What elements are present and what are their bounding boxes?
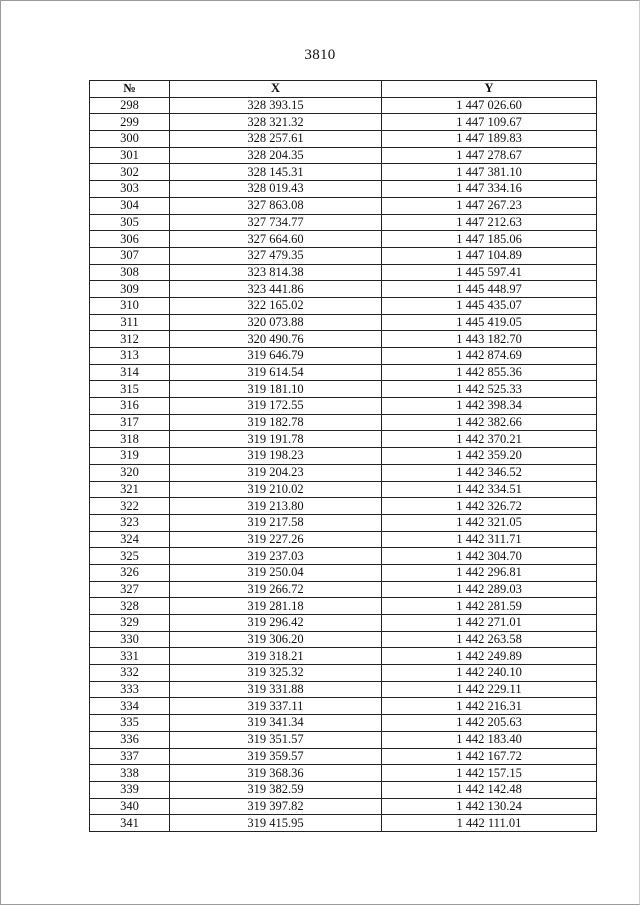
table-row (90, 131, 597, 148)
table-row (90, 731, 597, 748)
cell-x: 319 281.18 (170, 598, 382, 615)
cell-x: 327 479.35 (170, 247, 382, 264)
cell-number: 327 (90, 581, 170, 598)
cell-y: 1 442 205.63 (382, 715, 597, 732)
cell-y: 1 447 026.60 (382, 97, 597, 114)
cell-x: 319 181.10 (170, 381, 382, 398)
cell-x: 319 341.34 (170, 715, 382, 732)
table-row (90, 464, 597, 481)
cell-x: 319 351.57 (170, 731, 382, 748)
cell-number: 340 (90, 798, 170, 815)
table-row (90, 214, 597, 231)
header-number: № (90, 81, 170, 98)
cell-y: 1 442 130.24 (382, 798, 597, 815)
table-row (90, 431, 597, 448)
cell-number: 339 (90, 781, 170, 798)
table-row (90, 665, 597, 682)
cell-y: 1 442 370.21 (382, 431, 597, 448)
table-row (90, 798, 597, 815)
cell-number: 314 (90, 364, 170, 381)
cell-y: 1 442 229.11 (382, 681, 597, 698)
page-number: 3810 (304, 47, 336, 63)
cell-y: 1 442 525.33 (382, 381, 597, 398)
cell-y: 1 442 398.34 (382, 398, 597, 415)
cell-x: 319 397.82 (170, 798, 382, 815)
cell-y: 1 447 334.16 (382, 181, 597, 198)
cell-y: 1 442 311.71 (382, 531, 597, 548)
table-row (90, 348, 597, 365)
table-row (90, 448, 597, 465)
cell-y: 1 442 321.05 (382, 514, 597, 531)
cell-x: 322 165.02 (170, 297, 382, 314)
table-row (90, 531, 597, 548)
cell-number: 323 (90, 514, 170, 531)
cell-x: 320 073.88 (170, 314, 382, 331)
cell-y: 1 442 249.89 (382, 648, 597, 665)
cell-number: 305 (90, 214, 170, 231)
coordinates-table (89, 80, 597, 832)
cell-x: 319 217.58 (170, 514, 382, 531)
table-row (90, 147, 597, 164)
cell-number: 303 (90, 181, 170, 198)
cell-number: 304 (90, 197, 170, 214)
cell-x: 328 321.32 (170, 114, 382, 131)
cell-y: 1 442 382.66 (382, 414, 597, 431)
table-row (90, 414, 597, 431)
cell-x: 319 237.03 (170, 548, 382, 565)
cell-number: 326 (90, 564, 170, 581)
cell-y: 1 443 182.70 (382, 331, 597, 348)
cell-x: 319 210.02 (170, 481, 382, 498)
cell-number: 322 (90, 498, 170, 515)
cell-number: 325 (90, 548, 170, 565)
table-row (90, 815, 597, 832)
table-row (90, 114, 597, 131)
table-row (90, 564, 597, 581)
cell-number: 318 (90, 431, 170, 448)
cell-number: 338 (90, 765, 170, 782)
table-row (90, 631, 597, 648)
cell-y: 1 447 189.83 (382, 131, 597, 148)
cell-y: 1 442 271.01 (382, 615, 597, 632)
cell-x: 319 415.95 (170, 815, 382, 832)
table-row (90, 481, 597, 498)
cell-x: 319 296.42 (170, 615, 382, 632)
cell-x: 328 204.35 (170, 147, 382, 164)
table-row (90, 615, 597, 632)
cell-number: 313 (90, 348, 170, 365)
table-row (90, 748, 597, 765)
cell-number: 329 (90, 615, 170, 632)
cell-y: 1 445 597.41 (382, 264, 597, 281)
cell-y: 1 442 216.31 (382, 698, 597, 715)
cell-x: 320 490.76 (170, 331, 382, 348)
table-row (90, 548, 597, 565)
cell-x: 319 306.20 (170, 631, 382, 648)
cell-x: 328 393.15 (170, 97, 382, 114)
cell-x: 319 213.80 (170, 498, 382, 515)
table-row (90, 598, 597, 615)
cell-x: 323 441.86 (170, 281, 382, 298)
cell-y: 1 442 289.03 (382, 581, 597, 598)
table-row (90, 331, 597, 348)
cell-x: 319 646.79 (170, 348, 382, 365)
cell-number: 310 (90, 297, 170, 314)
cell-x: 328 145.31 (170, 164, 382, 181)
cell-number: 308 (90, 264, 170, 281)
cell-number: 316 (90, 398, 170, 415)
table-row (90, 781, 597, 798)
table-row (90, 381, 597, 398)
table-row (90, 681, 597, 698)
cell-y: 1 447 212.63 (382, 214, 597, 231)
cell-number: 337 (90, 748, 170, 765)
cell-y: 1 442 874.69 (382, 348, 597, 365)
cell-x: 319 368.36 (170, 765, 382, 782)
cell-x: 328 257.61 (170, 131, 382, 148)
cell-x: 319 614.54 (170, 364, 382, 381)
table-row (90, 765, 597, 782)
cell-number: 336 (90, 731, 170, 748)
cell-number: 319 (90, 448, 170, 465)
cell-number: 309 (90, 281, 170, 298)
table-row (90, 698, 597, 715)
cell-number: 298 (90, 97, 170, 114)
cell-x: 319 191.78 (170, 431, 382, 448)
cell-y: 1 447 267.23 (382, 197, 597, 214)
cell-y: 1 442 326.72 (382, 498, 597, 515)
cell-y: 1 447 109.67 (382, 114, 597, 131)
cell-y: 1 442 359.20 (382, 448, 597, 465)
table-row (90, 181, 597, 198)
table-row (90, 281, 597, 298)
cell-number: 324 (90, 531, 170, 548)
cell-y: 1 445 419.05 (382, 314, 597, 331)
cell-number: 301 (90, 147, 170, 164)
cell-number: 306 (90, 231, 170, 248)
cell-y: 1 442 304.70 (382, 548, 597, 565)
cell-x: 319 204.23 (170, 464, 382, 481)
cell-number: 312 (90, 331, 170, 348)
cell-y: 1 445 448.97 (382, 281, 597, 298)
cell-y: 1 442 240.10 (382, 665, 597, 682)
cell-x: 319 331.88 (170, 681, 382, 698)
cell-x: 319 227.26 (170, 531, 382, 548)
table-row (90, 715, 597, 732)
cell-x: 319 359.57 (170, 748, 382, 765)
table-row (90, 164, 597, 181)
cell-y: 1 445 435.07 (382, 297, 597, 314)
table-row (90, 364, 597, 381)
cell-x: 319 172.55 (170, 398, 382, 415)
cell-number: 333 (90, 681, 170, 698)
cell-x: 328 019.43 (170, 181, 382, 198)
cell-y: 1 442 263.58 (382, 631, 597, 648)
cell-x: 319 182.78 (170, 414, 382, 431)
cell-number: 311 (90, 314, 170, 331)
cell-y: 1 442 111.01 (382, 815, 597, 832)
cell-y: 1 442 281.59 (382, 598, 597, 615)
cell-y: 1 447 185.06 (382, 231, 597, 248)
header-x: X (170, 81, 382, 98)
cell-number: 341 (90, 815, 170, 832)
cell-y: 1 447 104.89 (382, 247, 597, 264)
cell-x: 327 863.08 (170, 197, 382, 214)
table-row (90, 297, 597, 314)
table-row (90, 581, 597, 598)
table-row (90, 648, 597, 665)
table-header-row (90, 81, 597, 98)
table-row (90, 247, 597, 264)
cell-y: 1 442 346.52 (382, 464, 597, 481)
header-y: Y (382, 81, 597, 98)
cell-y: 1 442 142.48 (382, 781, 597, 798)
cell-y: 1 442 855.36 (382, 364, 597, 381)
cell-number: 328 (90, 598, 170, 615)
table-row (90, 264, 597, 281)
cell-number: 330 (90, 631, 170, 648)
cell-number: 331 (90, 648, 170, 665)
cell-number: 317 (90, 414, 170, 431)
table-row (90, 197, 597, 214)
cell-number: 315 (90, 381, 170, 398)
table-row (90, 231, 597, 248)
cell-y: 1 447 381.10 (382, 164, 597, 181)
cell-y: 1 442 334.51 (382, 481, 597, 498)
cell-x: 319 382.59 (170, 781, 382, 798)
cell-x: 319 250.04 (170, 564, 382, 581)
cell-number: 334 (90, 698, 170, 715)
cell-x: 319 325.32 (170, 665, 382, 682)
cell-number: 300 (90, 131, 170, 148)
cell-x: 319 198.23 (170, 448, 382, 465)
cell-y: 1 442 157.15 (382, 765, 597, 782)
cell-y: 1 442 296.81 (382, 564, 597, 581)
cell-y: 1 447 278.67 (382, 147, 597, 164)
table-row (90, 514, 597, 531)
cell-number: 332 (90, 665, 170, 682)
cell-number: 299 (90, 114, 170, 131)
cell-number: 335 (90, 715, 170, 732)
cell-number: 320 (90, 464, 170, 481)
table-row (90, 498, 597, 515)
cell-x: 327 734.77 (170, 214, 382, 231)
cell-number: 321 (90, 481, 170, 498)
table-row (90, 97, 597, 114)
cell-x: 319 266.72 (170, 581, 382, 598)
cell-x: 319 337.11 (170, 698, 382, 715)
cell-y: 1 442 167.72 (382, 748, 597, 765)
cell-x: 319 318.21 (170, 648, 382, 665)
cell-x: 323 814.38 (170, 264, 382, 281)
cell-number: 302 (90, 164, 170, 181)
cell-number: 307 (90, 247, 170, 264)
table-body (90, 97, 597, 831)
cell-y: 1 442 183.40 (382, 731, 597, 748)
table-row (90, 398, 597, 415)
cell-x: 327 664.60 (170, 231, 382, 248)
table-row (90, 314, 597, 331)
